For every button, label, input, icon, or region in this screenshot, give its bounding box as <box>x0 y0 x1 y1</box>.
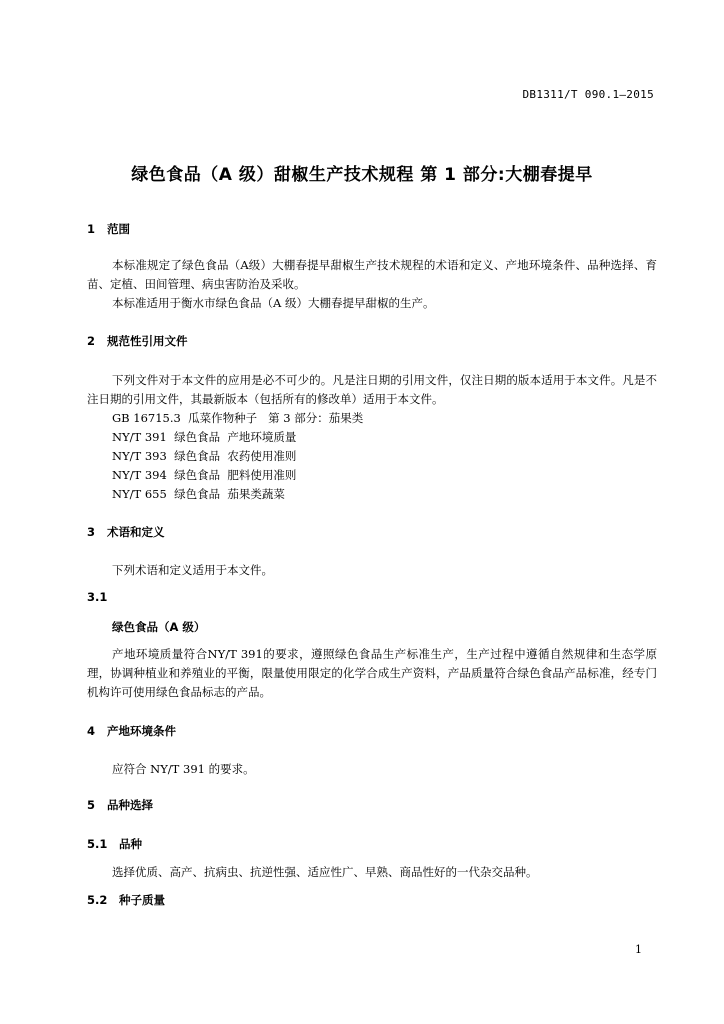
reference-item: NY/T 393 绿色食品 农药使用准则 <box>112 449 297 463</box>
subsection-title: 种子质量 <box>119 893 165 907</box>
standard-code: DB1311/T 090.1—2015 <box>522 88 654 101</box>
section-title: 术语和定义 <box>107 525 165 539</box>
section-number: 4 <box>87 724 96 738</box>
section-1-heading <box>87 221 130 237</box>
term-definition: 产地环境质量符合NY/T 391的要求，遵照绿色食品生产标准生产，生产过程中遵循自然规律和生态学原理，协调种植业和养殖业的平衡，限量使用限定的化学合成生产资料，产品质量符合绿色食品产品标准，经专门机构许可使用绿色食品标志的产品。 <box>87 647 657 699</box>
term-green-food-a: 绿色食品（A 级） <box>112 620 206 634</box>
reference-item: NY/T 391 绿色食品 产地环境质量 <box>112 430 297 444</box>
reference-item: GB 16715.3 瓜菜作物种子 第 3 部分：茄果类 <box>112 411 364 425</box>
reference-item: NY/T 394 绿色食品 肥料使用准则 <box>112 468 297 482</box>
section-title: 规范性引用文件 <box>107 334 188 348</box>
section-title: 产地环境条件 <box>107 724 176 738</box>
reference-item: NY/T 655 绿色食品 茄果类蔬菜 <box>112 487 285 501</box>
normative-references-list <box>112 409 363 504</box>
section-2-heading <box>87 333 188 349</box>
page-number: 1 <box>635 943 642 956</box>
section-1-paragraph-2: 本标准适用于衡水市绿色食品（A 级）大棚春提早甜椒的生产。 <box>112 296 435 310</box>
section-3-paragraph-1: 下列术语和定义适用于本文件。 <box>112 563 273 577</box>
subsection-3-1-number: 3.1 <box>87 590 108 604</box>
subsection-title: 品种 <box>119 837 142 851</box>
subsection-number: 5.2 <box>87 893 108 907</box>
subsection-5-1-heading <box>87 836 142 852</box>
section-2-paragraph-1: 下列文件对于本文件的应用是必不可少的。凡是注日期的引用文件，仅注日期的版本适用于本文件。凡是不注日期的引用文件，其最新版本（包括所有的修改单）适用于本文件。 <box>87 373 657 406</box>
section-3-heading <box>87 524 165 540</box>
subsection-5-2-heading <box>87 892 165 908</box>
section-title: 范围 <box>107 222 130 236</box>
section-number: 3 <box>87 525 96 539</box>
section-number: 5 <box>87 798 96 812</box>
section-number: 2 <box>87 334 96 348</box>
section-4-paragraph-1: 应符合 NY/T 391 的要求。 <box>112 762 255 776</box>
section-4-heading <box>87 723 176 739</box>
document-title: 绿色食品（A 级）甜椒生产技术规程 第 1 部分:大棚春提早 <box>131 165 593 185</box>
section-1-paragraph-1: 本标准规定了绿色食品（A级）大棚春提早甜椒生产技术规程的术语和定义、产地环境条件、品种选择、育苗、定植、田间管理、病虫害防治及采收。 <box>87 258 657 291</box>
section-5-heading <box>87 797 153 813</box>
section-number: 1 <box>87 222 96 236</box>
subsection-5-1-paragraph: 选择优质、高产、抗病虫、抗逆性强、适应性广、早熟、商品性好的一代杂交品种。 <box>112 865 538 879</box>
section-title: 品种选择 <box>107 798 153 812</box>
subsection-number: 5.1 <box>87 837 108 851</box>
